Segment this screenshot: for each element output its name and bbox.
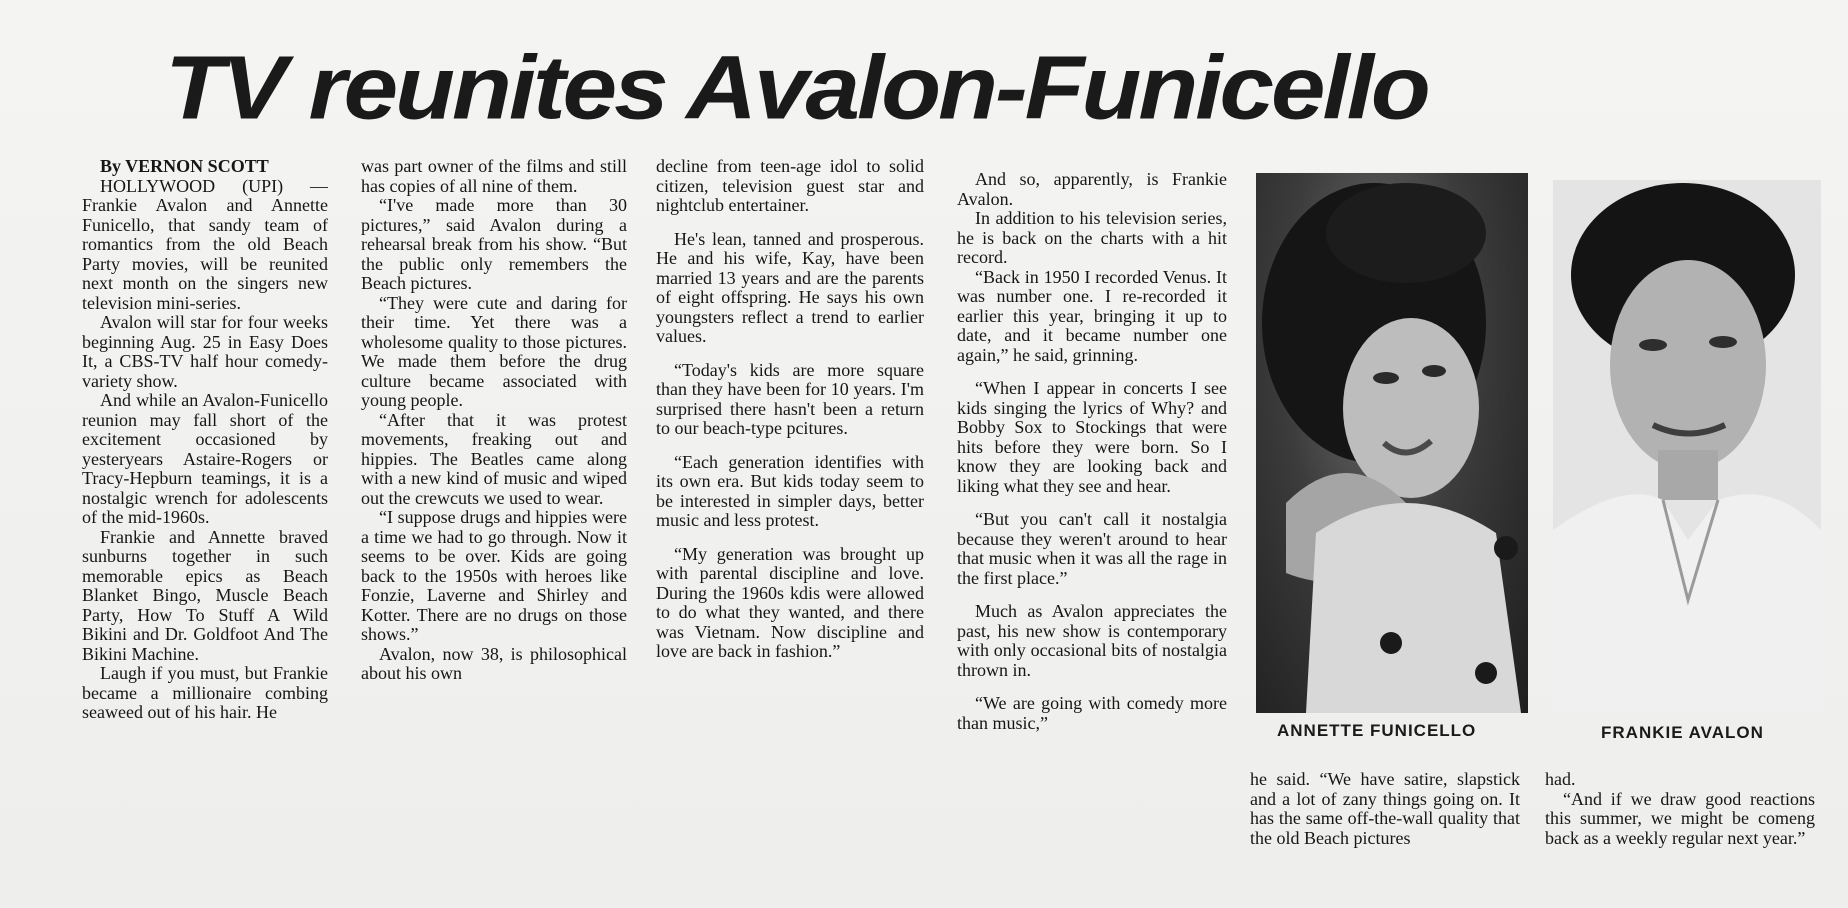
photo-frankie-avalon [1553, 180, 1821, 713]
portrait-graphic [1256, 173, 1528, 713]
paragraph: Laugh if you must, but Frankie became a millionaire combing seaweed out of his hair. He [82, 663, 328, 722]
paragraph: “They were cute and daring for their time. Yet there was a wholesome quality to those pictures. We made them before the drug culture became associated with young people. [361, 292, 627, 410]
paragraph: He's lean, tanned and prosperous. He and his wife, Kay, have been married 13 years and are the parents of eight offspring. He says his own youngsters reflect a trend to earlier values. [656, 228, 924, 346]
paragraph: “When I appear in concerts I see kids singing the lyrics of Why? and Bobby Sox to Stockings that were hits before they were born. So I know they are looking back and liking what they see and hear. [957, 378, 1227, 496]
article-column-5b [1545, 770, 1815, 880]
paragraph: In addition to his television series, he is back on the charts with a hit record. [957, 208, 1227, 267]
article-column-4 [957, 170, 1227, 890]
article-column-2 [361, 157, 627, 877]
photo-annette-funicello [1256, 173, 1528, 713]
photo-caption-frankie: FRANKIE AVALON [1601, 723, 1764, 742]
byline: By VERNON SCOTT [100, 157, 269, 176]
paragraph: Much as Avalon appreciates the past, his new show is contemporary with only occasional bits of nostalgia thrown in. [957, 601, 1227, 680]
portrait-graphic [1553, 180, 1821, 713]
paragraph: “I've made more than 30 pictures,” said Avalon during a rehearsal break from his show. “But the public only remembers the Beach pictures. [361, 195, 627, 293]
article-column-3 [656, 157, 924, 877]
paragraph: “My generation was brought up with parental discipline and love. During the 1960s kdis were allowed to do what they wanted, and there was Vietnam. Now discipline and love are back in fashion.” [656, 543, 924, 661]
article-column-1 [82, 157, 328, 857]
paragraph: “After that it was protest movements, freaking out and hippies. The Beatles came along with a new kind of music and wiped out the crewcuts we used to wear. [361, 409, 627, 508]
paragraph: “And if we draw good reactions this summer, we might be comeng back as a weekly regular next year.” [1545, 788, 1815, 848]
headline: TV reunites Avalon-Funicello [165, 36, 1428, 138]
paragraph: had. [1545, 770, 1576, 789]
paragraph: “I suppose drugs and hippies were a time we had to go through. Now it seems to be over. Kids are going back to the 1950s with heroes like Fonzie, Laverne and Shirley and Kotter. There are no drugs on those shows.” [361, 507, 627, 644]
paragraph: Frankie and Annette braved sunburns together in such memorable epics as Beach Blanket Bingo, Muscle Beach Party, How To Stuff A Wild Bikini and Dr. Goldfoot And The Bikini Machine. [82, 526, 328, 664]
paragraph: HOLLYWOOD (UPI) — Frankie Avalon and Annette Funicello, that sandy team of romantics from the old Beach Party movies, will be reunited next month on the singers new television mini-series. [82, 175, 328, 313]
paragraph: And while an Avalon-Funicello reunion may fall short of the excitement occasioned by yesteryears Astaire-Rogers or Tracy-Hepburn teamings, it is a nostalgic wrench for adolescents of the mid-1960s. [82, 390, 328, 527]
paragraph: And so, apparently, is Frankie Avalon. [957, 170, 1227, 209]
paragraph: “Today's kids are more square than they have been for 10 years. I'm surprised there hasn't been a return to our beach-type pcitures. [656, 359, 924, 438]
paragraph: Avalon will star for four weeks beginning Aug. 25 in Easy Does It, a CBS-TV half hour comedy-variety show. [82, 312, 328, 391]
paragraph: “Back in 1950 I recorded Venus. It was number one. I re-recorded it earlier this year, bringing it up to date, and it became number one again,” he said, grinning. [957, 266, 1227, 365]
paragraph: “Each generation identifies with its own era. But kids today seem to be interested in simpler days, better music and less protest. [656, 451, 924, 530]
paragraph: he said. “We have satire, slapstick and a lot of zany things going on. It has the same off-the-wall quality that the old Beach pictures [1250, 770, 1520, 848]
photo-caption-annette: ANNETTE FUNICELLO [1277, 721, 1477, 740]
paragraph: decline from teen-age idol to solid citizen, television guest star and nightclub entertainer. [656, 157, 924, 215]
paragraph: “We are going with comedy more than music,” [957, 693, 1227, 733]
paragraph: was part owner of the films and still has copies of all nine of them. [361, 157, 627, 196]
paragraph: “But you can't call it nostalgia because they weren't around to hear that music when it was all the rage in the first place.” [957, 509, 1227, 588]
article-column-5a [1250, 770, 1520, 880]
paragraph: Avalon, now 38, is philosophical about his own [361, 643, 627, 683]
